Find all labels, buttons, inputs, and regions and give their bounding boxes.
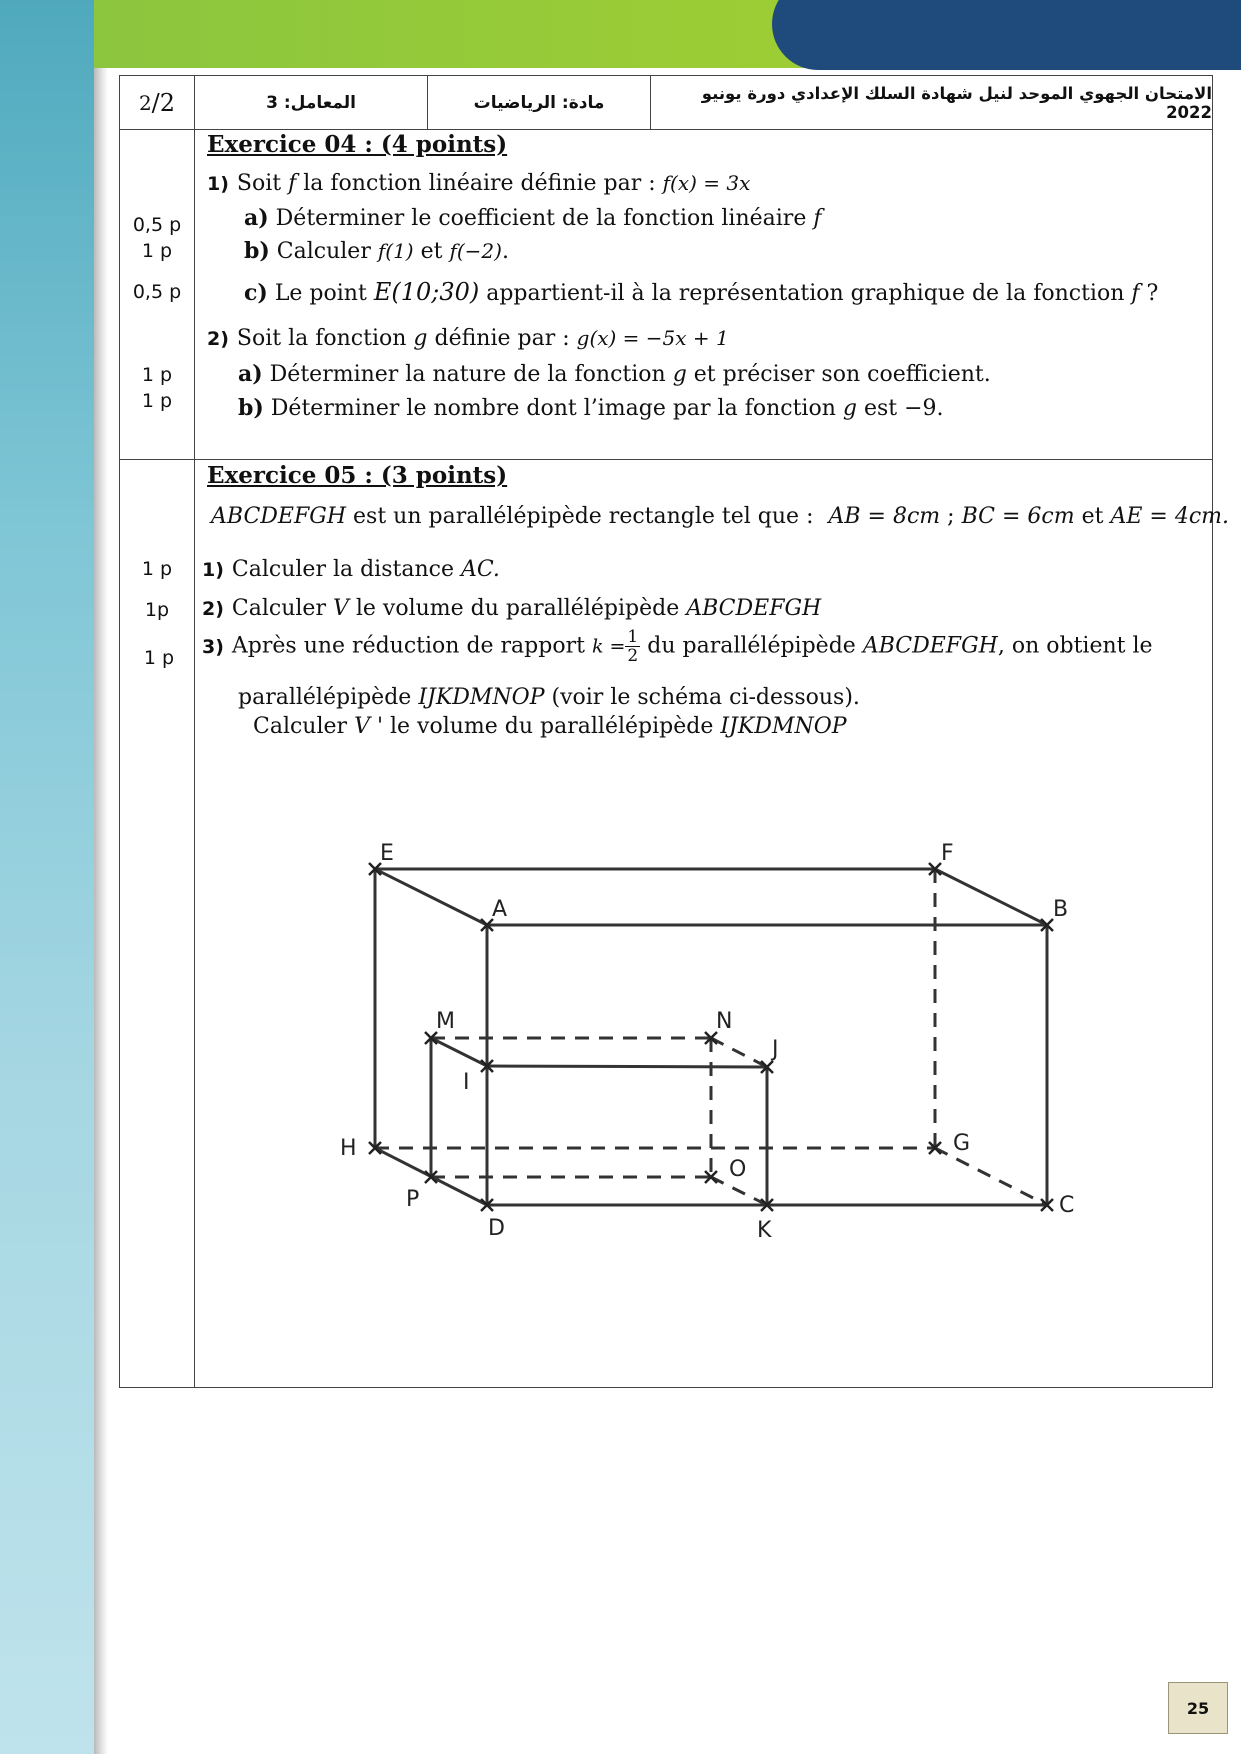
ex5-q3-line3-name: IJKDMNOP xyxy=(720,714,847,739)
ex5-q1-ac: AC. xyxy=(460,557,500,582)
coefficient-cell: المعامل: 3 xyxy=(195,76,428,129)
ex4-q1-rest: la fonction linéaire définie par : xyxy=(303,171,656,196)
ex4-q1c-label: c) xyxy=(244,280,268,306)
ex4-q2-text: Soit la fonction xyxy=(236,326,407,351)
label-K: K xyxy=(757,1218,772,1243)
ex4-q1b-label: b) xyxy=(244,238,270,264)
label-B: B xyxy=(1053,897,1069,922)
label-J: J xyxy=(772,1037,779,1062)
ex5-q1-text: Calculer la distance xyxy=(231,557,454,582)
ex5-q3-line2-name: IJKDMNOP xyxy=(418,685,545,710)
ex4-q1c-rest: appartient-il à la représentation graphique de la fonction xyxy=(486,281,1125,306)
label-F: F xyxy=(941,841,954,866)
ex5-intro-ab: AB = 8cm xyxy=(828,504,941,529)
ex4-q1c-f: f xyxy=(1131,281,1140,306)
label-D: D xyxy=(488,1216,505,1241)
ex5-q2-name: ABCDEFGH xyxy=(686,596,822,621)
ex5-q3-frac-den: 2 xyxy=(627,646,639,666)
ex5-q3-name: ABCDEFGH xyxy=(862,633,998,659)
ex4-q1-f: f xyxy=(288,171,297,196)
ex5-q3-num: 3) xyxy=(202,635,224,658)
ex5-q2-text: Calculer xyxy=(231,596,326,621)
ex5-intro-ae: AE = 4cm. xyxy=(1110,504,1229,529)
ex4-q1-formula: f(x) = 3x xyxy=(662,171,751,195)
page-number: 25 xyxy=(1168,1682,1228,1734)
label-N: N xyxy=(716,1009,733,1034)
ex5-intro-sep: ; xyxy=(947,504,955,529)
label-O: O xyxy=(729,1157,747,1182)
ex4-q1a-text: Déterminer le coefficient de la fonction linéaire xyxy=(275,206,807,231)
ex5-q3-frac-num: 1 xyxy=(627,627,639,647)
ex4-q2-num: 2) xyxy=(207,328,229,350)
points-ex4-2a: 1 p xyxy=(141,364,173,386)
label-M: M xyxy=(436,1009,455,1034)
label-I: I xyxy=(463,1070,470,1095)
ex4-q1b-text: Calculer xyxy=(276,239,371,264)
points-ex4-1c: 0,5 p xyxy=(132,281,182,303)
ex4-q1c-point: E(10;30) xyxy=(373,278,480,306)
points-ex4-1b: 1 p xyxy=(141,240,173,262)
edge-EA xyxy=(375,869,487,925)
page-fraction-num: 2 xyxy=(138,90,152,115)
edge-NJ-hidden xyxy=(711,1038,767,1067)
ex5-q2-rest: le volume du parallélépipède xyxy=(355,596,680,621)
ex4-q2-g: g xyxy=(413,326,428,351)
ex4-q2b-text: Déterminer le nombre dont l’image par la fonction xyxy=(270,396,836,421)
ex4-q1a-f: f xyxy=(813,206,822,231)
ex4-q2-formula: g(x) = −5x + 1 xyxy=(576,326,729,350)
ex5-q3-line2-b: (voir le schéma ci-dessous). xyxy=(551,685,860,710)
ex4-q2a-label: a) xyxy=(238,361,263,387)
edge-MI xyxy=(431,1038,487,1066)
points-ex5-1: 1 p xyxy=(141,558,173,580)
ex5-q3-end: , on obtient le xyxy=(997,633,1153,659)
ex5-q3-rest: du parallélépipède xyxy=(647,633,856,659)
ex4-q2b-rest: est −9. xyxy=(863,396,944,421)
exam-title-cell: الامتحان الجهوي الموحد لنيل شهادة السلك الإعدادي دورة يونيو 2022 xyxy=(701,83,1212,122)
ex4-q1a-label: a) xyxy=(244,205,269,231)
ex5-q3-line3-a: Calculer xyxy=(253,714,348,739)
ex5-intro-name: ABCDEFGH xyxy=(211,504,347,529)
ex5-q1-num: 1) xyxy=(202,559,224,581)
ex4-q2a-g: g xyxy=(672,362,687,387)
ex4-q1c-text: Le point xyxy=(274,281,367,306)
ex4-title: Exercice 04 : (4 points) xyxy=(207,131,508,158)
ex5-title: Exercice 05 : (3 points) xyxy=(207,462,508,489)
points-ex4-1a: 0,5 p xyxy=(132,214,182,236)
edge-IJ xyxy=(487,1066,767,1067)
ex4-q1-num: 1) xyxy=(207,173,229,195)
page-fraction-den: 2 xyxy=(159,88,176,117)
label-P: P xyxy=(406,1187,420,1212)
label-H: H xyxy=(340,1136,357,1161)
label-C: C xyxy=(1059,1193,1075,1218)
ex4-q1b-et: et xyxy=(420,239,443,264)
points-ex5-3: 1 p xyxy=(143,647,175,669)
ex5-q3-line2-a: parallélépipède xyxy=(238,685,412,710)
ex5-intro-et: et xyxy=(1081,504,1104,529)
ex5-intro-bc: BC = 6cm xyxy=(961,504,1075,529)
ex5-q2-v: V xyxy=(332,596,349,621)
label-A: A xyxy=(492,897,508,922)
ex4-q1c-q: ? xyxy=(1146,281,1159,306)
label-G: G xyxy=(953,1131,971,1156)
ex5-q3-text: Après une réduction de rapport xyxy=(231,633,585,659)
edge-GC-hidden xyxy=(935,1148,1047,1205)
points-ex5-2: 1p xyxy=(144,599,170,621)
points-ex4-2b: 1 p xyxy=(141,390,173,412)
ex4-q2-rest: définie par : xyxy=(434,326,570,351)
ex4-q1b-f1: f(1) xyxy=(377,239,414,263)
ex5-q3-line3-b: le volume du parallélépipède xyxy=(390,714,714,739)
subject-cell: مادة: الرياضيات xyxy=(428,76,651,129)
ex4-q2b-label: b) xyxy=(238,395,264,421)
ex4-q2a-rest: et préciser son coefficient. xyxy=(693,362,991,387)
edge-FB xyxy=(935,869,1047,925)
ex5-q3-k: k = xyxy=(591,635,626,658)
ex5-q3-line3-v: V ' xyxy=(354,714,383,739)
ex4-q2b-g: g xyxy=(842,396,857,421)
page-fraction: 2 / 2 xyxy=(120,76,195,129)
ex4-q1b-f2: f(−2) xyxy=(449,239,502,263)
ex4-q2a-text: Déterminer la nature de la fonction xyxy=(269,362,666,387)
ex4-q1b: b) Calculer f(1) et f(−2). xyxy=(244,238,509,264)
ex5-intro-text: est un parallélépipède rectangle tel que : xyxy=(353,504,814,529)
label-E: E xyxy=(380,841,394,866)
ex4-q1-text: Soit xyxy=(236,171,282,196)
ex5-q2-num: 2) xyxy=(202,598,224,620)
